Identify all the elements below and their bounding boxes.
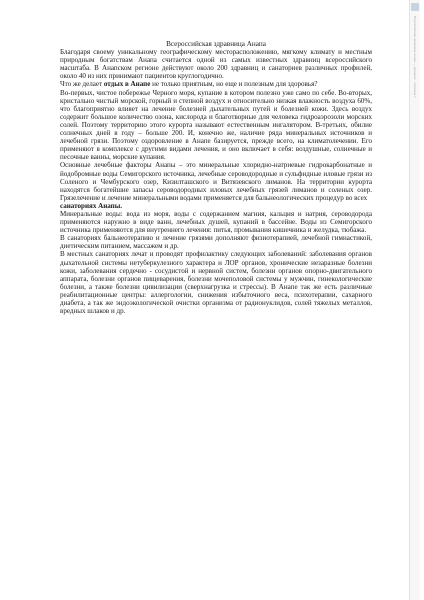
paragraph: В местных санаториях лечат и проводят профилактику следующих заболеваний: заболевания органов дыхательной системы нетуберкулезного характера и ЛОР органов, хронические незаразные болезни кожи, заболевания сердечно - сосудистой и нервной систем, болезни органов опорно-двигательного аппарата, болезни органов пищеварения, болезни мочеполовой системы у мужчин, гинекологические болезни, а также болезни цивилизации (сверхнагрузка и стрессы). В Анапе так же есть различные реабилитационные центры: аллергологии, снижения избыточного веса, психотерапии, сахарного диабета, а так же эндоэкологической очистки организма от радионуклидов, солей тяжелых металлов, вредных шлаков и др. xyxy=(60,250,372,316)
paragraph: В санаториях бальнеотерапию и лечение грязями дополняют физиотерапией, лечебной гимнастикой, диетическим питанием, массажем и др. xyxy=(60,234,372,251)
paragraph: Основные лечебные факторы Анапы – это минеральные хлоридно-натриевые гидрокарбонатные и йодобромные воды Семигорского источника, лечебные сероводородные и сульфидные иловые грязи из Соленого и Чембурского озер, Кизилташского и Витязевского лиманов. На территории курорта находятся богатейшие запасы сероводородных иловых лечебных грязей лиманов и соленых озер. Грязелечение и лечение минеральными водами применяется для бальнеологических процедур во всех xyxy=(60,161,372,202)
bold-heading: санаториях Анапы. xyxy=(60,201,123,210)
viewer-logo-icon xyxy=(411,3,419,11)
document-body xyxy=(60,40,372,315)
viewer-side-caption: Всероссийская здравница Анапа — документ · страница 1 xyxy=(413,16,417,98)
paragraph: Благодаря своему уникальному географическому месторасположению, мягкому климату и местным природным богатствам Анапа считается одной из самых известных здравниц всероссийского масштаба. В Анапском регионе действуют около 200 здравниц и санаториев различных профилей, около 40 из них принимают пациентов круглогодично. xyxy=(60,48,372,81)
document-title: Всероссийская здравница Анапа xyxy=(166,40,266,48)
paragraph: Минеральные воды: вода из моря, воды с содержанием магния, кальция и натрия, сероводорода применяются наружно в виде ванн, лечебных душей, купаний в бассейне. Воды из Семигорского источника применяются для внутреннего лечения: питья, промывания кишечника и желудка, тюбажа. xyxy=(60,209,372,235)
paragraph xyxy=(60,80,372,88)
paragraph: Во-первых, чистое побережье Черного моря, купание в котором полезно уже само по себе. Во-вторых, кристально чистый морской, горный и степной воздух и относительно низкая влажность воздуха 60%, что благоприятно влияет на лечение болезней дыхательных путей и болезней кожи. Здесь воздух содержит большое количество озона, кислорода и благотворные для человека гидроаэрозоли морских солей. Поэтому территорию этого курорта называют естественным ингалятором. В-третьих, обилие солнечных дней в году – больше 200. И, конечно же, наличие ряда минеральных источников и лечебной грязи. Поэтому оздоровление в Анапе базируется, прежде всего, на климатолечении. Его применяют в комплексе с другими видами лечения, и оно включает в себя: воздушные, солнечные и песочные ванны, морские купания. xyxy=(60,88,372,162)
paragraph xyxy=(60,202,372,210)
text-span: Что же делает xyxy=(60,80,104,89)
viewer-side-strip xyxy=(409,0,420,600)
text-span: не только приятным, но еще и полезным для здоровья? xyxy=(150,80,318,89)
paragraph-list xyxy=(60,48,372,315)
bold-phrase: отдых в Анапе xyxy=(103,80,151,89)
